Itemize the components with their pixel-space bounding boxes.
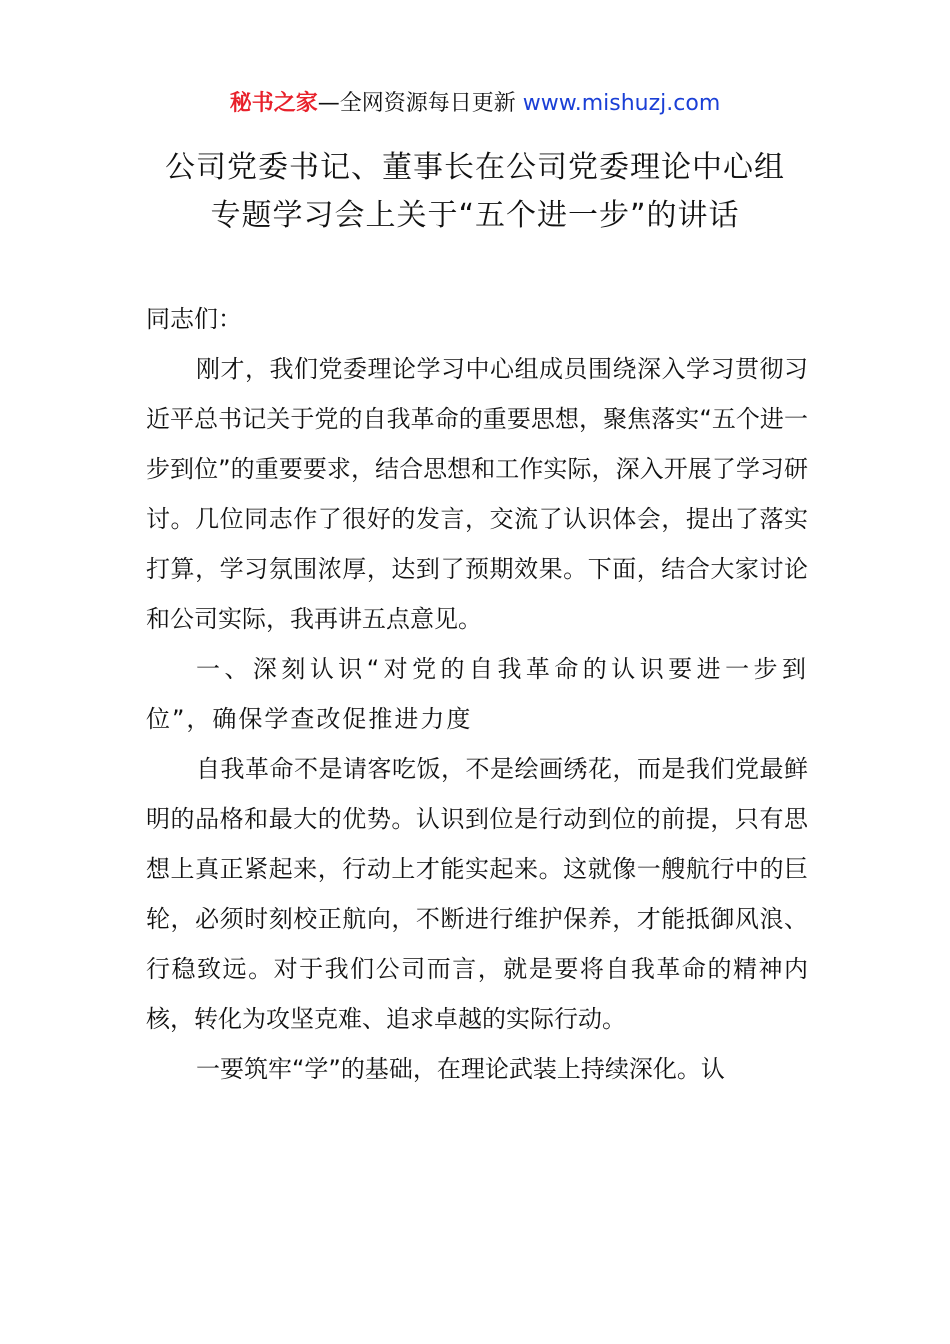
salutation: 同志们： [146,305,242,333]
site-banner [0,86,950,122]
section-heading-1: 一、深刻认识“对党的自我革命的认识要进一步到位”，确保学查改促推进力度 [146,655,808,733]
document-body [146,294,808,1094]
paragraph-section-1: 自我革命不是请客吃饭，不是绘画绣花，而是我们党最鲜明的品格和最大的优势。认识到位是行动到位的前提，只有思想上真正紧起来，行动上才能实起来。这就像一艘航行中的巨轮，必须时刻校正航向，不断进行维护保养，才能抵御风浪、行稳致远。对于我们公司而言，就是要将自我革命的精神内核，转化为攻坚克难、追求卓越的实际行动。 [146,755,808,1033]
title-line-2: 专题学习会上关于“五个进一步”的讲话 [210,198,740,233]
banner-url-link[interactable]: www.mishuzj.com [522,91,721,116]
banner-brand: 秘书之家 [229,91,318,116]
paragraph-point-1: 一要筑牢“学”的基础，在理论武装上持续深化。认 [196,1055,725,1083]
banner-tagline: —全网资源每日更新 [317,91,523,116]
title-line-1: 公司党委书记、董事长在公司党委理论中心组 [165,150,785,185]
document-title [0,144,950,240]
paragraph-intro: 刚才，我们党委理论学习中心组成员围绕深入学习贯彻习近平总书记关于党的自我革命的重要思想，聚焦落实“五个进一步到位”的重要要求，结合思想和工作实际，深入开展了学习研讨。几位同志作了很好的发言，交流了认识体会，提出了落实打算，学习氛围浓厚，达到了预期效果。下面，结合大家讨论和公司实际，我再讲五点意见。 [146,355,808,633]
